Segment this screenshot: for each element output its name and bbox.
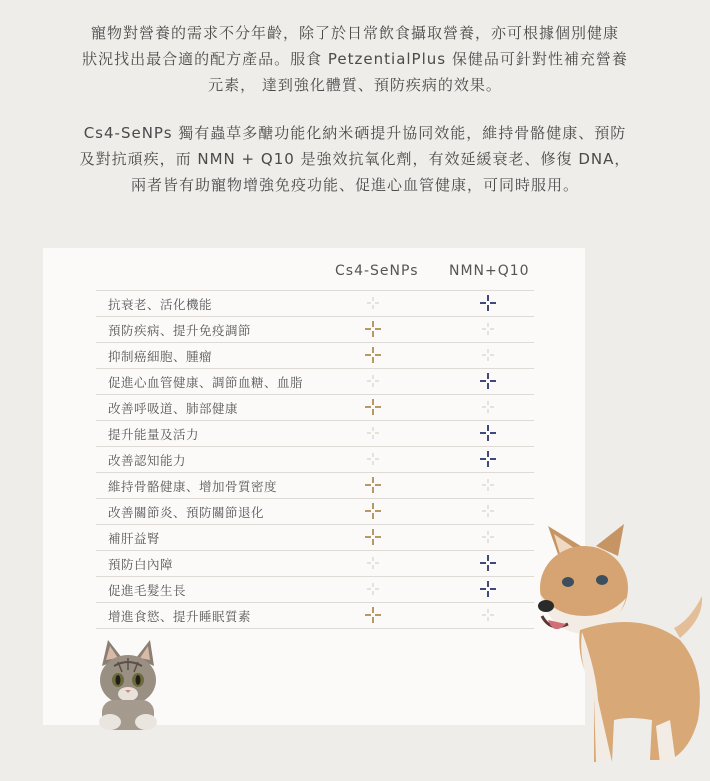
row-label: 補肝益腎 xyxy=(108,531,161,546)
table-row xyxy=(96,577,534,603)
table-row xyxy=(96,603,534,629)
row-label: 改善認知能力 xyxy=(108,453,187,468)
cs4-check-icon xyxy=(364,528,382,546)
table-row xyxy=(96,525,534,551)
table-row xyxy=(96,499,534,525)
nmn-empty-icon xyxy=(479,320,497,338)
row-label: 改善關節炎、預防關節退化 xyxy=(108,505,265,520)
table-row xyxy=(96,343,534,369)
cs4-empty-icon xyxy=(364,294,382,312)
row-label: 增進食慾、提升睡眠質素 xyxy=(108,609,252,624)
table-row xyxy=(96,291,534,317)
intro-line: 寵物對營養的需求不分年齡，除了於日常飲食攝取營養，亦可根據個別健康 xyxy=(90,24,619,42)
cs4-empty-icon xyxy=(364,372,382,390)
intro-text xyxy=(0,20,710,198)
row-label: 促進毛髮生長 xyxy=(108,583,187,598)
kitten-image xyxy=(88,636,168,736)
nmn-empty-icon xyxy=(479,398,497,416)
nmn-empty-icon xyxy=(479,606,497,624)
table-row xyxy=(96,447,534,473)
cs4-check-icon xyxy=(364,502,382,520)
intro-line: 狀況找出最合適的配方產品。服食 PetzentialPlus 保健品可針對性補充營養 xyxy=(82,50,628,68)
table-row xyxy=(96,395,534,421)
table-row xyxy=(96,421,534,447)
cs4-check-icon xyxy=(364,476,382,494)
nmn-empty-icon xyxy=(479,502,497,520)
row-label: 預防白內障 xyxy=(108,557,174,572)
column-header-cs4: Cs4-SeNPs xyxy=(335,263,419,279)
table-row xyxy=(96,317,534,343)
nmn-check-icon xyxy=(479,450,497,468)
row-label: 預防疾病、提升免疫調節 xyxy=(108,323,252,338)
nmn-check-icon xyxy=(479,294,497,312)
nmn-empty-icon xyxy=(479,528,497,546)
row-label: 抗衰老、活化機能 xyxy=(108,297,213,312)
row-label: 抑制癌細胞、腫瘤 xyxy=(108,349,213,364)
cs4-check-icon xyxy=(364,398,382,416)
intro-line: Cs4-SeNPs 獨有蟲草多醣功能化納米硒提升協同效能，維持骨骼健康、預防 xyxy=(83,124,627,142)
nmn-check-icon xyxy=(479,580,497,598)
nmn-check-icon xyxy=(479,424,497,442)
cs4-check-icon xyxy=(364,320,382,338)
row-label: 促進心血管健康、調節血糖、血脂 xyxy=(108,375,304,390)
nmn-check-icon xyxy=(479,554,497,572)
cs4-empty-icon xyxy=(364,424,382,442)
nmn-check-icon xyxy=(479,372,497,390)
cs4-check-icon xyxy=(364,346,382,364)
row-label: 提升能量及活力 xyxy=(108,427,200,442)
row-label: 維持骨骼健康、增加骨質密度 xyxy=(108,479,278,494)
table-row xyxy=(96,551,534,577)
column-header-nmn: NMN+Q10 xyxy=(449,263,530,279)
intro-line: 元素， 達到強化體質、預防疾病的效果。 xyxy=(208,76,502,94)
intro-line: 兩者皆有助寵物增強免疫功能、促進心血管健康，可同時服用。 xyxy=(130,176,579,194)
nmn-empty-icon xyxy=(479,346,497,364)
nmn-empty-icon xyxy=(479,476,497,494)
table-row xyxy=(96,369,534,395)
cs4-check-icon xyxy=(364,606,382,624)
intro-line: 及對抗頑疾，而 NMN + Q10 是強效抗氧化劑，有效延緩衰老、修復 DNA， xyxy=(79,150,631,168)
table-row xyxy=(96,473,534,499)
comparison-table xyxy=(96,290,534,629)
cs4-empty-icon xyxy=(364,450,382,468)
cs4-empty-icon xyxy=(364,554,382,572)
row-label: 改善呼吸道、肺部健康 xyxy=(108,401,239,416)
shiba-dog-image xyxy=(520,520,710,770)
cs4-empty-icon xyxy=(364,580,382,598)
